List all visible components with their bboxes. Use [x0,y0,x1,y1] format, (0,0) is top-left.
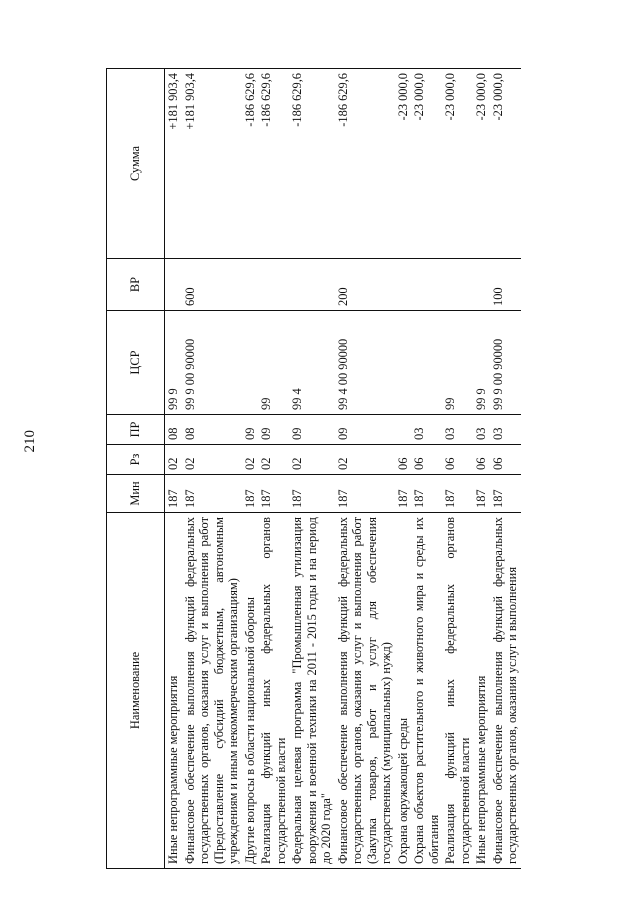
row-vr [289,259,335,311]
row-sum: -186 629,6 [242,69,259,259]
row-rz: 06 [411,445,442,475]
table-row [258,69,289,869]
header-vr: ВР [107,259,165,311]
row-csr: 99 9 [473,311,490,415]
row-sum: -23 000,0 [411,69,442,259]
row-min: 187 [490,475,521,513]
row-name: Иные непрограммные мероприятия [165,513,182,869]
row-vr [411,259,442,311]
row-rz: 02 [289,445,335,475]
row-csr: 99 9 [165,311,182,415]
row-csr: 99 9 00 90000 [182,311,242,415]
row-vr [258,259,289,311]
table-row [490,69,521,869]
row-csr: 99 [258,311,289,415]
row-vr: 200 [335,259,395,311]
row-csr [395,311,412,415]
row-csr: 99 4 [289,311,335,415]
row-rz: 02 [182,445,242,475]
row-rz: 02 [335,445,395,475]
row-rz: 02 [258,445,289,475]
row-rz: 02 [242,445,259,475]
row-min: 187 [335,475,395,513]
row-rz: 06 [442,445,473,475]
header-sum: Сумма [107,69,165,259]
row-sum: -23 000,0 [490,69,521,259]
budget-table [106,68,521,869]
row-sum: +181 903,4 [182,69,242,259]
row-sum: -23 000,0 [442,69,473,259]
row-vr [395,259,412,311]
row-pr: 09 [258,415,289,445]
row-name: Финансовое обеспечение выполнения функций федеральных государственных органов, оказания услуг и выполнения работ (Закупка товаров, работ и услуг для обеспечения государственных (муниципальных) нужд) [335,513,395,869]
row-pr: 03 [411,415,442,445]
row-pr: 09 [289,415,335,445]
row-csr: 99 [442,311,473,415]
row-name: Финансовое обеспечение выполнения функций федеральных государственных органов, оказания услуг и выполнения [490,513,521,869]
row-pr: 08 [182,415,242,445]
row-sum: -186 629,6 [289,69,335,259]
row-vr: 600 [182,259,242,311]
table-row [182,69,242,869]
row-csr [242,311,259,415]
row-min: 187 [473,475,490,513]
row-min: 187 [242,475,259,513]
row-csr: 99 9 00 90000 [490,311,521,415]
row-name: Финансовое обеспечение выполнения функций федеральных государственных органов, оказания услуг и выполнения работ (Предоставление субсидий бюджетным, автономным учреждениям и иным некоммерческим организациям) [182,513,242,869]
row-name: Охрана окружающей среды [395,513,412,869]
row-pr: 09 [335,415,395,445]
row-min: 187 [165,475,182,513]
row-min: 187 [258,475,289,513]
row-pr: 09 [242,415,259,445]
row-sum: -186 629,6 [335,69,395,259]
row-sum: -23 000,0 [395,69,412,259]
row-pr [395,415,412,445]
row-vr [165,259,182,311]
row-name: Охрана объектов растительного и животного мира и среды их обитания [411,513,442,869]
table-row [335,69,395,869]
rotated-page-content [106,69,600,869]
row-rz: 06 [490,445,521,475]
row-pr: 03 [490,415,521,445]
row-rz: 06 [395,445,412,475]
page-number [22,430,42,474]
row-vr [242,259,259,311]
row-name: Иные непрограммные мероприятия [473,513,490,869]
row-rz: 06 [473,445,490,475]
row-name: Реализация функций иных федеральных органов государственной власти [258,513,289,869]
table-row [242,69,259,869]
table-row [165,69,182,869]
row-sum: -23 000,0 [473,69,490,259]
header-csr: ЦСР [107,311,165,415]
row-name: Другие вопросы в области национальной обороны [242,513,259,869]
table-header-row [107,69,165,869]
row-rz: 02 [165,445,182,475]
page-number-text: 210 [22,430,38,453]
row-pr: 03 [442,415,473,445]
row-min: 187 [411,475,442,513]
row-vr: 100 [490,259,521,311]
row-min: 187 [289,475,335,513]
table-row [411,69,442,869]
table-row [395,69,412,869]
row-sum: -186 629,6 [258,69,289,259]
header-name: Наименование [107,513,165,869]
row-min: 187 [182,475,242,513]
table-row [473,69,490,869]
row-name: Реализация функций иных федеральных органов государственной власти [442,513,473,869]
row-vr [473,259,490,311]
row-min: 187 [442,475,473,513]
row-csr: 99 4 00 90000 [335,311,395,415]
row-name: Федеральная целевая программа "Промышленная утилизация вооружения и военной техники на 2011 - 2015 годы и на период до 2020 года" [289,513,335,869]
row-vr [442,259,473,311]
table-row [442,69,473,869]
table-row [289,69,335,869]
row-pr: 03 [473,415,490,445]
row-csr [411,311,442,415]
row-pr: 08 [165,415,182,445]
row-sum: +181 903,4 [165,69,182,259]
row-min: 187 [395,475,412,513]
header-min: Мин [107,475,165,513]
header-rz: Рз [107,445,165,475]
header-pr: ПР [107,415,165,445]
